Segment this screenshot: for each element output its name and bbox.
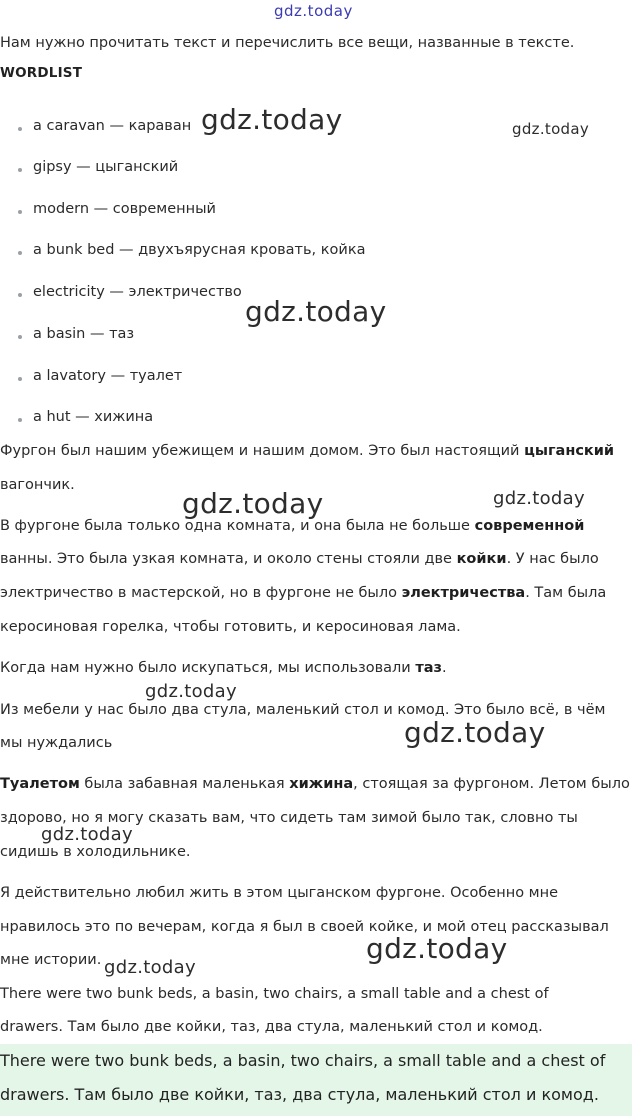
text-line: мне истории. xyxy=(0,952,102,968)
task-intro: Нам нужно прочитать текст и перечислить все вещи, названные в тексте. xyxy=(0,35,575,51)
text-line: There were two bunk beds, a basin, two chairs, a small table and a chest of xyxy=(0,986,549,1002)
bullet-icon xyxy=(18,377,22,381)
bullet-icon xyxy=(18,418,22,422)
bullet-icon xyxy=(18,251,22,255)
text-line: здорово, но я могу сказать вам, что сидеть там зимой было так, словно ты xyxy=(0,810,578,826)
text-line: Из мебели у нас было два стула, маленький стол и комод. Это было всё, в чём xyxy=(0,702,606,718)
watermark: gdz.today xyxy=(512,120,590,138)
wordlist-heading: WORDLIST xyxy=(0,65,83,81)
bullet-icon xyxy=(18,335,22,339)
text-line: Когда нам нужно было искупаться, мы использовали таз. xyxy=(0,660,447,676)
wordlist-item: modern — современный xyxy=(33,201,216,217)
answer-line: There were two bunk beds, a basin, two chairs, a small table and a chest of xyxy=(0,1051,606,1070)
text-line: вагончик. xyxy=(0,477,75,493)
bullet-icon xyxy=(18,127,22,131)
text-line: электричество в мастерской, но в фургоне не было электричества. Там была xyxy=(0,585,607,601)
text-line: drawers. Там было две койки, таз, два стула, маленький стол и комод. xyxy=(0,1019,543,1035)
wordlist-item: a bunk bed — двухъярусная кровать, койка xyxy=(33,242,366,258)
watermark: gdz.today xyxy=(366,932,508,965)
watermark: gdz.today xyxy=(245,295,387,328)
text-line: Я действительно любил жить в этом цыганском фургоне. Особенно мне xyxy=(0,885,559,901)
wordlist-item: gipsy — цыганский xyxy=(33,159,179,175)
answer-line: drawers. Там было две койки, таз, два стула, маленький стол и комод. xyxy=(0,1085,599,1104)
watermark: gdz.today xyxy=(145,681,237,702)
watermark: gdz.today xyxy=(41,824,133,845)
watermark: gdz.today xyxy=(201,103,343,136)
watermark: gdz.today xyxy=(493,488,585,509)
watermark: gdz.today xyxy=(104,957,196,978)
text-line: ванны. Это была узкая комната, и около стены стояли две койки. У нас было xyxy=(0,551,599,567)
watermark: gdz.today xyxy=(404,716,546,749)
watermark: gdz.today xyxy=(182,487,324,520)
bullet-icon xyxy=(18,210,22,214)
text-line: В фургоне была только одна комната, и она была не больше современной xyxy=(0,518,585,534)
wordlist-item: a caravan — караван xyxy=(33,118,192,134)
text-line: Туалетом была забавная маленькая хижина, стоящая за фургоном. Летом было xyxy=(0,776,630,792)
bullet-icon xyxy=(18,293,22,297)
text-line: мы нуждались xyxy=(0,735,113,751)
wordlist-item: a lavatory — туалет xyxy=(33,368,183,384)
bullet-icon xyxy=(18,168,22,172)
wordlist-item: electricity — электричество xyxy=(33,284,242,300)
text-line: нравилось это по вечерам, когда я был в своей койке, и мой отец рассказывал xyxy=(0,919,609,935)
text-line: сидишь в холодильнике. xyxy=(0,844,191,860)
watermark-top: gdz.today xyxy=(274,2,353,20)
wordlist-item: a hut — хижина xyxy=(33,409,154,425)
answer-highlight xyxy=(0,1044,632,1116)
text-line: Фургон был нашим убежищем и нашим домом. Это был настоящий цыганский xyxy=(0,443,615,459)
wordlist-item: a basin — таз xyxy=(33,326,135,342)
text-line: керосиновая горелка, чтобы готовить, и керосиновая лама. xyxy=(0,619,461,635)
